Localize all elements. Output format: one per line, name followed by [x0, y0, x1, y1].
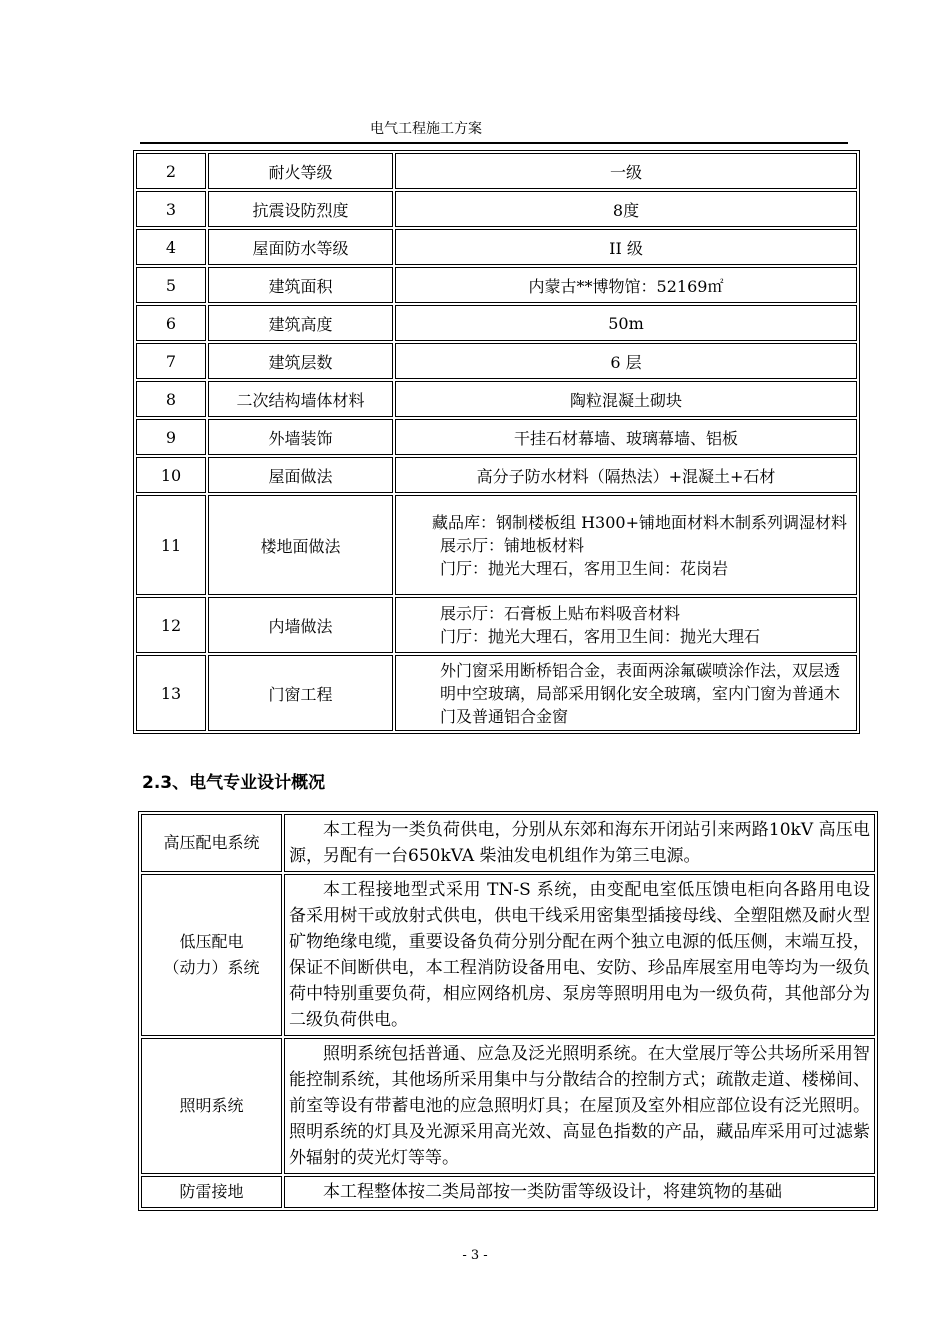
- row-number: 6: [136, 305, 206, 341]
- row-number: 3: [136, 191, 206, 227]
- system-description: [284, 1176, 875, 1208]
- row-number: 8: [136, 381, 206, 417]
- table-row: [136, 191, 857, 227]
- table-row: [136, 495, 857, 595]
- system-text: 照明系统包括普通、应急及泛光照明系统。在大堂展厅等公共场所采用智能控制系统，其他场所采用集中与分散结合的控制方式；疏散走道、楼梯间、前室等设有带蓄电池的应急照明灯具；在屋顶及室外相应部位设有泛光照明。照明系统的灯具及光源采用高光效、高显色指数的产品，藏品库采用可过滤紫外辐射的荧光灯等等。: [289, 1044, 870, 1168]
- table-row: [141, 1038, 875, 1174]
- row-value: 8度: [395, 191, 857, 227]
- row-number: 7: [136, 343, 206, 379]
- row-name: 建筑面积: [208, 267, 393, 303]
- table-row: [136, 419, 857, 455]
- table-row: [141, 1176, 875, 1208]
- row-value: [395, 495, 857, 595]
- system-label: 高压配电系统: [141, 814, 282, 872]
- system-label: 照明系统: [141, 1038, 282, 1174]
- table-row: [141, 874, 875, 1036]
- table-row: [136, 153, 857, 189]
- floor-line-lobby: 门厅：抛光大理石，客用卫生间：花岗岩: [440, 558, 729, 578]
- table-row: [136, 229, 857, 265]
- row-name: 耐火等级: [208, 153, 393, 189]
- wall-line-lobby: 门厅：抛光大理石，客用卫生间：抛光大理石: [440, 627, 761, 646]
- page-number: - 3 -: [462, 1248, 488, 1263]
- table-row: [136, 305, 857, 341]
- table-row: [136, 381, 857, 417]
- section-title: 2.3、电气专业设计概况: [142, 773, 326, 793]
- row-value: 一级: [395, 153, 857, 189]
- row-number: 2: [136, 153, 206, 189]
- row-value: 内蒙古**博物馆：52169㎡: [395, 267, 857, 303]
- table-row: [136, 267, 857, 303]
- row-value: 50m: [395, 305, 857, 341]
- row-number: 9: [136, 419, 206, 455]
- row-name: 建筑层数: [208, 343, 393, 379]
- row-name: 建筑高度: [208, 305, 393, 341]
- row-name: 屋面做法: [208, 457, 393, 493]
- row-value: [395, 597, 857, 653]
- row-name: 内墙做法: [208, 597, 393, 653]
- table-row: [136, 343, 857, 379]
- system-text: 本工程整体按二类局部按一类防雷等级设计，将建筑物的基础: [323, 1182, 782, 1202]
- row-value: 干挂石材幕墙、玻璃幕墙、铝板: [395, 419, 857, 455]
- row-name: 外墙装饰: [208, 419, 393, 455]
- row-number: 13: [136, 655, 206, 731]
- door-window-text: 外门窗采用断桥铝合金，表面两涂氟碳喷涂作法，双层透明中空玻璃，局部采用钢化安全玻璃，室内门窗为普通木门及普通铝合金窗: [440, 660, 841, 726]
- building-info-table: [133, 150, 860, 734]
- table-row: [136, 597, 857, 653]
- row-name: 抗震设防烈度: [208, 191, 393, 227]
- row-value: [395, 655, 857, 731]
- row-value: 6 层: [395, 343, 857, 379]
- row-number: 5: [136, 267, 206, 303]
- row-name: 门窗工程: [208, 655, 393, 731]
- system-text: 本工程接地型式采用 TN-S 系统，由变配电室低压馈电柜向各路用电设备采用树干或放射式供电，供电干线采用密集型插接母线、全塑阻燃及耐火型矿物绝缘电缆，重要设备负荷分别分配在两个独立电源的低压侧，末端互投，保证不间断供电，本工程消防设备用电、安防、珍品库展室用电等均为一级负荷中特别重要负荷，相应网络机房、泵房等照明用电为一级负荷，其他部分为二级负荷供电。: [289, 880, 870, 1030]
- system-description: [284, 1038, 875, 1174]
- row-number: 11: [136, 495, 206, 595]
- row-number: 4: [136, 229, 206, 265]
- system-label: [141, 874, 282, 1036]
- row-number: 12: [136, 597, 206, 653]
- system-text: 本工程为一类负荷供电，分别从东郊和海东开闭站引来两路10kV 高压电源，另配有一台650kVA 柴油发电机组作为第三电源。: [289, 820, 870, 866]
- row-value: II 级: [395, 229, 857, 265]
- row-value: 高分子防水材料（隔热法）+混凝土+石材: [395, 457, 857, 493]
- floor-line-exhibition: 展示厅：铺地板材料: [440, 535, 585, 555]
- system-label: 防雷接地: [141, 1176, 282, 1208]
- electrical-design-table: [138, 811, 878, 1211]
- system-label-line1: 低压配电: [179, 932, 244, 951]
- floor-line-storage: 藏品库：钢制楼板组 H300+铺地面材料木制系列调湿材料: [432, 512, 847, 532]
- row-name: 二次结构墙体材料: [208, 381, 393, 417]
- document-header-title: 电气工程施工方案: [370, 121, 482, 137]
- table-row: [136, 655, 857, 731]
- row-number: 10: [136, 457, 206, 493]
- table-row: [141, 814, 875, 872]
- wall-line-exhibition: 展示厅：石膏板上贴布料吸音材料: [440, 604, 681, 623]
- table-row: [136, 457, 857, 493]
- row-name: 楼地面做法: [208, 495, 393, 595]
- row-name: 屋面防水等级: [208, 229, 393, 265]
- system-label-line2: （动力）系统: [163, 958, 260, 977]
- header-rule: [140, 142, 848, 144]
- system-description: [284, 814, 875, 872]
- row-value: 陶粒混凝土砌块: [395, 381, 857, 417]
- system-description: [284, 874, 875, 1036]
